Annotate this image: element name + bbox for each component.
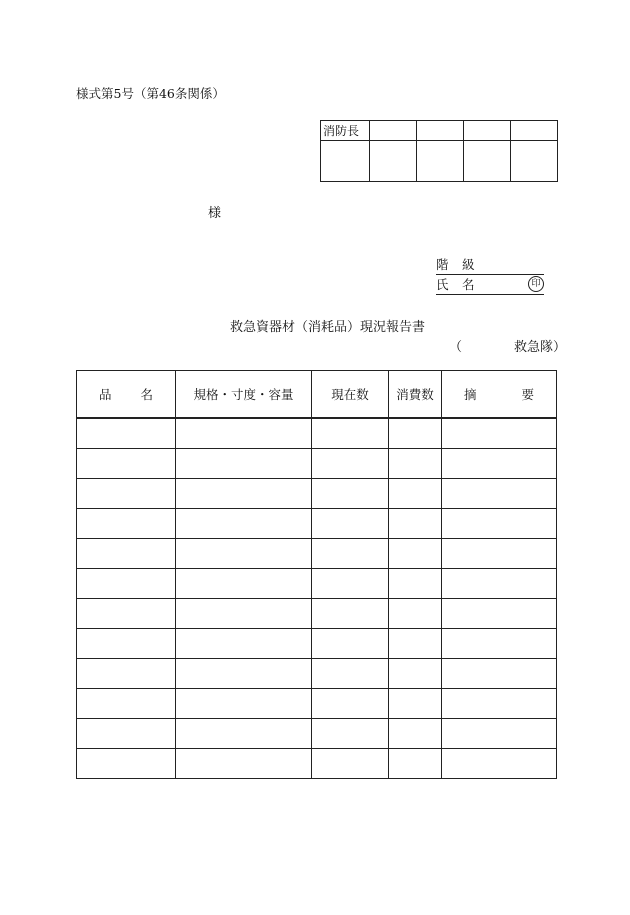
cell-consumed-count[interactable] [389,479,442,509]
cell-spec[interactable] [176,418,312,449]
unit-label: 救急隊） [514,340,567,355]
cell-remarks[interactable] [442,479,557,509]
cell-item-name[interactable] [77,749,176,779]
cell-consumed-count[interactable] [389,539,442,569]
approval-stamp-row [321,141,558,182]
cell-spec[interactable] [176,749,312,779]
cell-spec[interactable] [176,629,312,659]
header-current-count: 現在数 [312,371,389,419]
rank-label-char2: 級 [462,257,475,272]
table-row [77,418,557,449]
cell-item-name[interactable] [77,659,176,689]
cell-consumed-count[interactable] [389,689,442,719]
cell-item-name[interactable] [77,599,176,629]
cell-current-count[interactable] [312,689,389,719]
approval-stamp-table [320,120,558,182]
header-item-name [77,371,176,419]
name-label-char1: 氏 [436,277,449,292]
cell-spec[interactable] [176,719,312,749]
name-label-char2: 名 [462,277,475,292]
table-row [77,479,557,509]
cell-consumed-count[interactable] [389,449,442,479]
rank-label-char1: 階 [436,257,449,272]
table-row [77,719,557,749]
cell-spec[interactable] [176,449,312,479]
header-spec: 規格・寸度・容量 [176,371,312,419]
unit-open-paren: （ [449,340,463,355]
cell-consumed-count[interactable] [389,719,442,749]
header-remarks [442,371,557,419]
cell-consumed-count[interactable] [389,599,442,629]
name-field[interactable] [436,278,544,295]
cell-remarks[interactable] [442,629,557,659]
cell-item-name[interactable] [77,719,176,749]
cell-remarks[interactable] [442,449,557,479]
cell-remarks[interactable] [442,599,557,629]
cell-current-count[interactable] [312,659,389,689]
form-number-label: 様式第5号（第46条関係） [76,86,225,101]
cell-remarks[interactable] [442,659,557,689]
approval-header-cell [464,121,511,141]
header-item-name-char1: 品 [99,387,112,402]
cell-current-count[interactable] [312,629,389,659]
cell-spec[interactable] [176,599,312,629]
rank-field[interactable] [436,258,544,275]
table-row [77,569,557,599]
approval-stamp-cell[interactable] [321,141,370,182]
approval-stamp-cell[interactable] [511,141,558,182]
cell-current-count[interactable] [312,449,389,479]
header-item-name-char2: 名 [140,387,153,402]
cell-current-count[interactable] [312,749,389,779]
cell-consumed-count[interactable] [389,569,442,599]
approval-cell-fire-chief: 消防長 [321,121,370,141]
table-row [77,509,557,539]
table-row [77,749,557,779]
cell-current-count[interactable] [312,569,389,599]
cell-spec[interactable] [176,479,312,509]
cell-current-count[interactable] [312,509,389,539]
cell-spec[interactable] [176,659,312,689]
table-header-row [77,371,557,419]
approval-header-cell [417,121,464,141]
approval-header-cell [511,121,558,141]
cell-consumed-count[interactable] [389,509,442,539]
cell-current-count[interactable] [312,719,389,749]
cell-current-count[interactable] [312,599,389,629]
table-row [77,659,557,689]
approval-stamp-cell[interactable] [464,141,511,182]
cell-item-name[interactable] [77,629,176,659]
cell-consumed-count[interactable] [389,629,442,659]
table-row [77,629,557,659]
cell-remarks[interactable] [442,418,557,449]
cell-remarks[interactable] [442,569,557,599]
cell-remarks[interactable] [442,539,557,569]
cell-consumed-count[interactable] [389,659,442,689]
table-row [77,539,557,569]
cell-item-name[interactable] [77,449,176,479]
approval-header-cell [370,121,417,141]
cell-current-count[interactable] [312,539,389,569]
seal-icon: 印 [528,276,544,292]
cell-item-name[interactable] [77,479,176,509]
cell-remarks[interactable] [442,719,557,749]
cell-remarks[interactable] [442,509,557,539]
cell-spec[interactable] [176,509,312,539]
header-remarks-char1: 摘 [464,387,477,402]
cell-current-count[interactable] [312,418,389,449]
cell-item-name[interactable] [77,569,176,599]
table-body [77,418,557,779]
table-row [77,449,557,479]
cell-item-name[interactable] [77,418,176,449]
approval-stamp-cell[interactable] [370,141,417,182]
cell-remarks[interactable] [442,689,557,719]
approval-stamp-cell[interactable] [417,141,464,182]
approval-header-row [321,121,558,141]
cell-consumed-count[interactable] [389,749,442,779]
table-row [77,689,557,719]
cell-item-name[interactable] [77,509,176,539]
addressee-suffix: 様 [208,206,222,221]
cell-consumed-count[interactable] [389,418,442,449]
cell-item-name[interactable] [77,689,176,719]
header-remarks-char2: 要 [521,387,534,402]
equipment-table [76,370,557,779]
table-row [77,599,557,629]
cell-spec[interactable] [176,539,312,569]
cell-spec[interactable] [176,689,312,719]
header-consumed-count: 消費数 [389,371,442,419]
cell-current-count[interactable] [312,479,389,509]
cell-spec[interactable] [176,569,312,599]
cell-remarks[interactable] [442,749,557,779]
cell-item-name[interactable] [77,539,176,569]
document-title: 救急資器材（消耗品）現況報告書 [230,320,426,335]
